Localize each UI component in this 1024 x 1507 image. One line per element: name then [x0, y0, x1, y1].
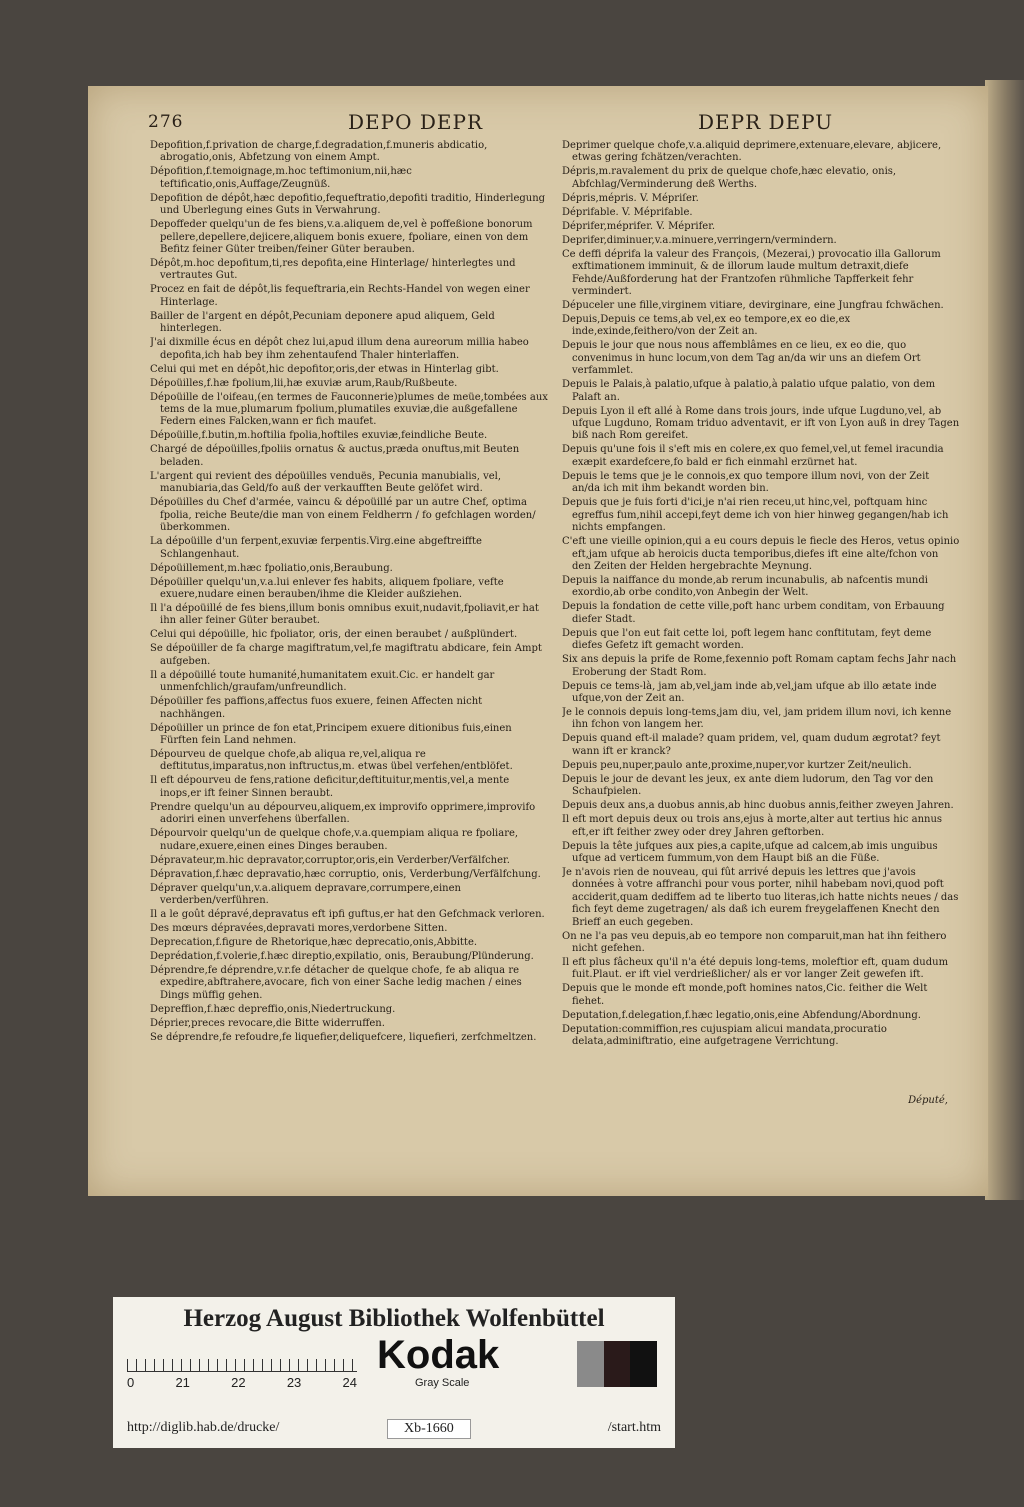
dictionary-entry: La dépoüille d'un ferpent,exuviæ ferpentis.Virg.eine abgeftreiffte Schlangenhaut.: [150, 536, 482, 560]
dictionary-entry: Depreffion,f.hæc depreffio,onis,Niedertruckung.: [150, 1003, 396, 1015]
dictionary-entry: Deputation:commiffion,res cujuspiam alicui mandata,procuratio delata,adminiftratio, eine aufgetragene Verrichtung.: [562, 1023, 887, 1048]
ruler-number: 0: [127, 1375, 135, 1390]
dictionary-entry: Depuis la fondation de cette ville,poft hanc urbem conditam, von Erbauung diefer Stadt.: [562, 601, 945, 625]
dictionary-entry: Il a le goût dépravé,depravatus eft ipfi guftus,er hat den Gefchmack verloren.: [150, 908, 545, 920]
catchword: Député,: [908, 1095, 948, 1106]
gray-scale-label: Gray Scale: [415, 1377, 470, 1389]
dictionary-columns: [150, 140, 960, 1116]
dictionary-entry: Dépoüille de l'oifeau,(en termes de Fauconnerie)plumes de meüe,tombées aux tems de la mue,plumarum fpolium,plumatiles exuviæ,die außgefallene Federn eines Falcken,wann er fich maufet.: [150, 391, 548, 428]
dictionary-entry: Deputation,f.delegation,f.hæc legatio,onis,eine Abfendung/Abordnung.: [562, 1009, 921, 1021]
dictionary-entry: Dépraver quelqu'un,v.a.aliquem depravare,corrumpere,einen verderben/verführen.: [150, 882, 461, 906]
dictionary-entry: Il a dépoüillé toute humanité,humanitatem exuit.Cic. er handelt gar unmenfchlich/graufam/unfreundlich.: [150, 669, 495, 694]
book-page-edge: [985, 80, 1024, 1200]
running-head: [128, 110, 958, 136]
dictionary-entry: Depuis deux ans,a duobus annis,ab hinc duobus annis,feither zweyen Jahren.: [562, 800, 954, 812]
gray-patch: [630, 1341, 657, 1387]
dictionary-entry: Dépuceler une fille,virginem vitiare, devirginare, eine Jungfrau fchwächen.: [562, 300, 944, 312]
running-head-right: DEPR DEPU: [698, 110, 834, 134]
dictionary-entry: Dépourveu de quelque chofe,ab aliqua re,vel,aliqua re deftitutus,imparatus,non inftructus,m. etwas übel verfehen/entblöfet.: [150, 748, 513, 773]
dictionary-entry: Se dépoüiller de fa charge magiftratum,vel,fe magiftratu abdicare, fein Ampt aufgeben.: [150, 643, 542, 667]
running-head-left: DEPO DEPR: [348, 110, 483, 134]
dictionary-entry: Depuis le Palais,à palatio,ufque à palatio,à palatio ufque palatio, von dem Palaft an.: [562, 379, 936, 403]
dictionary-entry: J'ai dixmille écus en dépôt chez lui,apud illum dena aureorum millia habeo depofita,ich hab bey ihm zehentaufend Thaler hinterlaffen.: [150, 337, 529, 361]
library-name: Herzog August Bibliothek Wolfenbüttel: [183, 1305, 605, 1332]
dictionary-entry: Dépoüiller fes paffions,affectus fuos exuere, feinen Affecten nicht nachhängen.: [150, 696, 483, 720]
dictionary-entry: Prendre quelqu'un au dépourveu,aliquem,ex improvifo opprimere,improvifo adoriri einen unverfehens überfallen.: [150, 801, 536, 826]
right-column: [562, 140, 960, 1116]
dictionary-entry: Celui qui dépoüille, hic fpoliator, oris, der einen beraubet / außplündert.: [150, 629, 518, 641]
dictionary-entry: Je le connois depuis long-tems,jam diu, vel, jam pridem illum novi, ich kenne ihn fchon von langem her.: [562, 706, 952, 731]
dictionary-entry: Depuis que le monde eft monde,poft homines natos,Cic. feither die Welt fiehet.: [562, 983, 928, 1007]
dictionary-entry: Des mœurs dépravées,depravati mores,verdorbene Sitten.: [150, 922, 448, 934]
dictionary-entry: Celui qui met en dépôt,hic depofitor,oris,der etwas in Hinterlag gibt.: [150, 363, 499, 375]
dictionary-entry: Dépoüiller un prince de fon etat,Principem exuere ditionibus fuis,einen Fürften fein Land nehmen.: [150, 722, 512, 746]
dictionary-entry: Depuis peu,nuper,paulo ante,proxime,nuper,vor kurtzer Zeit/neulich.: [562, 759, 912, 771]
scale-row: [127, 1333, 661, 1401]
dictionary-entry: Bailler de l'argent en dépôt,Pecuniam deponere apud aliquem, Geld hinterlegen.: [150, 310, 495, 335]
kodak-logo: Kodak: [377, 1333, 500, 1377]
dictionary-entry: L'argent qui revient des dépoüilles venduës, Pecunia manubialis, vel, manubiaria,das Geld/fo auß der verkaufften Beute gelöfet wird.: [150, 470, 502, 495]
page-number: 276: [148, 112, 184, 132]
ruler-number: 24: [342, 1375, 357, 1390]
dictionary-entry: Déprifer,méprifer. V. Méprifer.: [562, 220, 716, 232]
dictionary-entry: Depuis Lyon il eft allé à Rome dans trois jours, inde ufque Lugduno,vel, ab ufque Lugduno, Romam triduo adventavit, er ift von Lyon auß in drey Tagen biß nach Rom gereifet.: [562, 405, 960, 442]
dictionary-entry: Depuis la tête jufques aux pies,a capite,ufque ad calcem,ab imis unguibus ufque ad verticem fummum,von dem Haupt biß an die Füße.: [562, 840, 938, 864]
dictionary-entry: Depuis que je fuis forti d'ici,je n'ai rien receu,ut hinc,vel, poftquam hinc egreffus fum,nihil accepi,feyt deme ich von hier hinweg gegangen/hab ich nichts empfangen.: [562, 497, 949, 534]
dictionary-entry: Dépris,m.ravalement du prix de quelque chofe,hæc elevatio, onis, Abfchlag/Verminderung deß Werths.: [562, 166, 897, 190]
dictionary-entry: Depuis que l'on eut fait cette loi, poft legem hanc conftitutam, feyt deme diefes Gefetz ift gemacht worden.: [562, 627, 932, 652]
ruler-number: 21: [175, 1375, 190, 1390]
dictionary-entry: Chargé de dépoüilles,fpoliis ornatus & auctus,præda onuftus,mit Beuten beladen.: [150, 444, 520, 468]
dictionary-entry: Depofition de dépôt,hæc depofitio,fequeftratio,depofiti traditio, Hinderlegung und Uberlegung eines Guts in Verwahrung.: [150, 192, 546, 217]
dictionary-entry: Depuis,Depuis ce tems,ab vel,ex eo tempore,ex eo die,ex inde,exinde,feithero/von der Zeit an.: [562, 314, 851, 338]
dictionary-entry: Dépoüilles du Chef d'armée, vaincu & dépoüillé par un autre Chef, optima fpolia, reiche Beute/die man von einem Feldherrn / fo gefchlagen worden/überkommen.: [150, 497, 536, 534]
dictionary-entry: Déprier,preces revocare,die Bitte widerruffen.: [150, 1017, 385, 1029]
dictionary-entry: Dépoüille,f.butin,m.hoftilia fpolia,hoftiles exuviæ,feindliche Beute.: [150, 430, 488, 442]
scanned-page: [88, 86, 988, 1196]
measurement-ruler: [127, 1339, 357, 1372]
gray-patches: [577, 1341, 657, 1387]
dictionary-entry: Depuis le tems que je le connois,ex quo tempore illum novi, von der Zeit an/da ich mit ihm bekandt worden bin.: [562, 470, 930, 495]
gray-patch: [577, 1341, 604, 1387]
dictionary-entry: Il l'a dépoüillé de fes biens,illum bonis omnibus exuit,nudavit,fpoliavit,er hat ihn aller feiner Güter beraubet.: [150, 602, 539, 627]
ruler-number: 23: [286, 1375, 302, 1390]
ruler-number: 22: [231, 1375, 246, 1390]
dictionary-entry: Dépôt,m.hoc depofitum,ti,res depofita,eine Hinterlage/ hinterlegtes und vertrautes Gut.: [150, 258, 516, 282]
shelfmark-label: Xb-1660: [387, 1419, 471, 1439]
dictionary-entry: Je n'avois rien de nouveau, qui fût arrivé depuis les lettres que j'avois données à votre affranchi pour vous porter, nihil habebam novi,quod poft acciderit,quam dediffem ad te liberto tuo literas,ich hatte nichts neues / das fich feyt deme zugetragen/ als daß ich eurem freygelaffenen Knecht den Brieff an euch gegeben.: [562, 866, 959, 928]
dictionary-entry: Se déprendre,fe refoudre,fe liquefier,deliquefcere, liquefieri, zerfchmeltzen.: [150, 1031, 537, 1043]
dictionary-entry: Six ans depuis la prife de Rome,fexennio poft Romam captam fechs Jahr nach Eroberung der Stadt Rom.: [562, 654, 957, 678]
dictionary-entry: Depofition,f.privation de charge,f.degradation,f.muneris abdicatio, abrogatio,onis, Abfetzung von einem Ampt.: [150, 140, 488, 164]
dictionary-entry: C'eft une vieille opinion,qui a eu cours depuis le fiecle des Heros, vetus opinio eft,jam ufque ab heroicis ducta temporibus,diefes ift eine alte/fchon von den Zeiten der Helden hergebrachte Meynung.: [562, 536, 960, 572]
dictionary-entry: Deprifer,diminuer,v.a.minuere,verringern/vermindern.: [562, 234, 837, 246]
dictionary-entry: Depoffeder quelqu'un de fes biens,v.a.aliquem de,vel è poffeßione bonorum pellere,depellere,dejicere,aliquem bonis exuere, fpoliare, einen von dem Befitz feiner Güter treiben/feiner Güter berauben.: [150, 219, 533, 256]
dictionary-entry: Dépris,mépris. V. Mépriſer.: [562, 192, 699, 204]
dictionary-entry: Dépourvoir quelqu'un de quelque chofe,v.a.quempiam aliqua re fpoliare, nudare,exuere,einen eines Dinges berauben.: [150, 828, 519, 852]
dictionary-entry: Depuis ce tems-là, jam ab,vel,jam inde ab,vel,jam ufque ab illo ætate inde ufque,von der Zeit an.: [562, 680, 937, 704]
url-right: /start.htm: [607, 1420, 661, 1435]
dictionary-entry: Il eft mort depuis deux ou trois ans,ejus à morte,alter aut tertius hic annus eft,er ift feither zwey oder drey Jahren geftorben.: [562, 814, 943, 838]
dictionary-entry: Déprendre,fe déprendre,v.r.fe détacher de quelque chofe, fe ab aliqua re expedire,abftrahere,avocare, fich von einer Sache ledig machen / eines Dings müffig gehen.: [150, 964, 522, 1001]
dictionary-entry: Il eft plus fâcheux qu'il n'a été depuis long-tems, moleftior eft, quam dudum fuit.Plaut. er ift viel verdrießlicher/ als er vor langer Zeit gewefen ift.: [562, 957, 949, 981]
dictionary-entry: Deprecation,f.figure de Rhetorique,hæc deprecatio,onis,Abbitte.: [150, 936, 478, 948]
dictionary-entry: Dépofition,f.temoignage,m.hoc teftimonium,nii,hæc teftificatio,onis,Auffage/Zeugnüß.: [150, 166, 412, 190]
color-calibration-target: [113, 1297, 675, 1448]
ruler-numbers: [127, 1375, 357, 1390]
dictionary-entry: Deprimer quelque chofe,v.a.aliquid deprimere,extenuare,elevare, abjicere, etwas gering fchätzen/verachten.: [562, 140, 942, 164]
gray-patch: [604, 1341, 631, 1387]
dictionary-entry: Ce deffi déprifa la valeur des François, (Mezerai,) provocatio illa Gallorum exftimationem imminuit, & de illorum laude multum detraxit,diefe Fehde/Außforderung hat der Frantzofen rühmliche Tapfferkeit fehr vermindert.: [562, 248, 941, 298]
url-left: http://diglib.hab.de/drucke/: [127, 1420, 280, 1435]
dictionary-entry: Il eft dépourveu de fens,ratione deficitur,deftituitur,mentis,vel,a mente inops,er ift feiner Sinnen beraubt.: [150, 775, 510, 799]
dictionary-entry: Depuis le jour de devant les jeux, ex ante diem ludorum, den Tag vor den Schaufpielen.: [562, 773, 934, 798]
dictionary-entry: On ne l'a pas veu depuis,ab eo tempore non comparuit,man hat ihn feithero nicht gefehen.: [562, 930, 947, 954]
dictionary-entry: Dépoüillement,m.hæc fpoliatio,onis,Beraubung.: [150, 562, 393, 574]
dictionary-entry: Depuis qu'une fois il s'eft mis en colere,ex quo femel,vel,ut femel iracundia exæpit exardefcere,fo bald er fich einmahl erzürnet hat.: [562, 444, 944, 468]
dictionary-entry: Procez en fait de dépôt,lis fequeftraria,ein Rechts-Handel von wegen einer Hinterlage.: [150, 284, 530, 308]
dictionary-entry: Dépravateur,m.hic depravator,corruptor,oris,ein Verderber/Verfälfcher.: [150, 854, 510, 866]
dictionary-entry: Dépoüilles,f.hæ fpolium,lii,hæ exuviæ arum,Raub/Rußbeute.: [150, 377, 458, 389]
dictionary-entry: Deprédation,f.volerie,f.hæc direptio,expilatio, onis, Beraubung/Plünderung.: [150, 950, 534, 962]
left-column: [150, 140, 548, 1116]
dictionary-entry: Déprifable. V. Méprifable.: [562, 206, 693, 218]
dictionary-entry: Depuis quand eft-il malade? quam pridem, vel, quam dudum ægrotat? feyt wann ift er kranck?: [562, 733, 941, 757]
dictionary-entry: Depuis la naiffance du monde,ab rerum incunabulis, ab nafcentis mundi exordio,ab orbe condito,von Anbegin der Welt.: [562, 574, 928, 599]
dictionary-entry: Dépoüiller quelqu'un,v.a.lui enlever fes habits, aliquem fpoliare, vefte exuere,nudare einen berauben/ihme die Kleider außziehen.: [150, 576, 504, 600]
dictionary-entry: Dépravation,f.hæc depravatio,hæc corruptio, onis, Verderbung/Verfälfchung.: [150, 868, 541, 880]
dictionary-entry: Depuis le jour que nous nous affemblâmes en ce lieu, ex eo die, quo convenimus in hunc locum,von dem Tag an/da wir uns an diefem Ort verfammlet.: [562, 340, 921, 377]
